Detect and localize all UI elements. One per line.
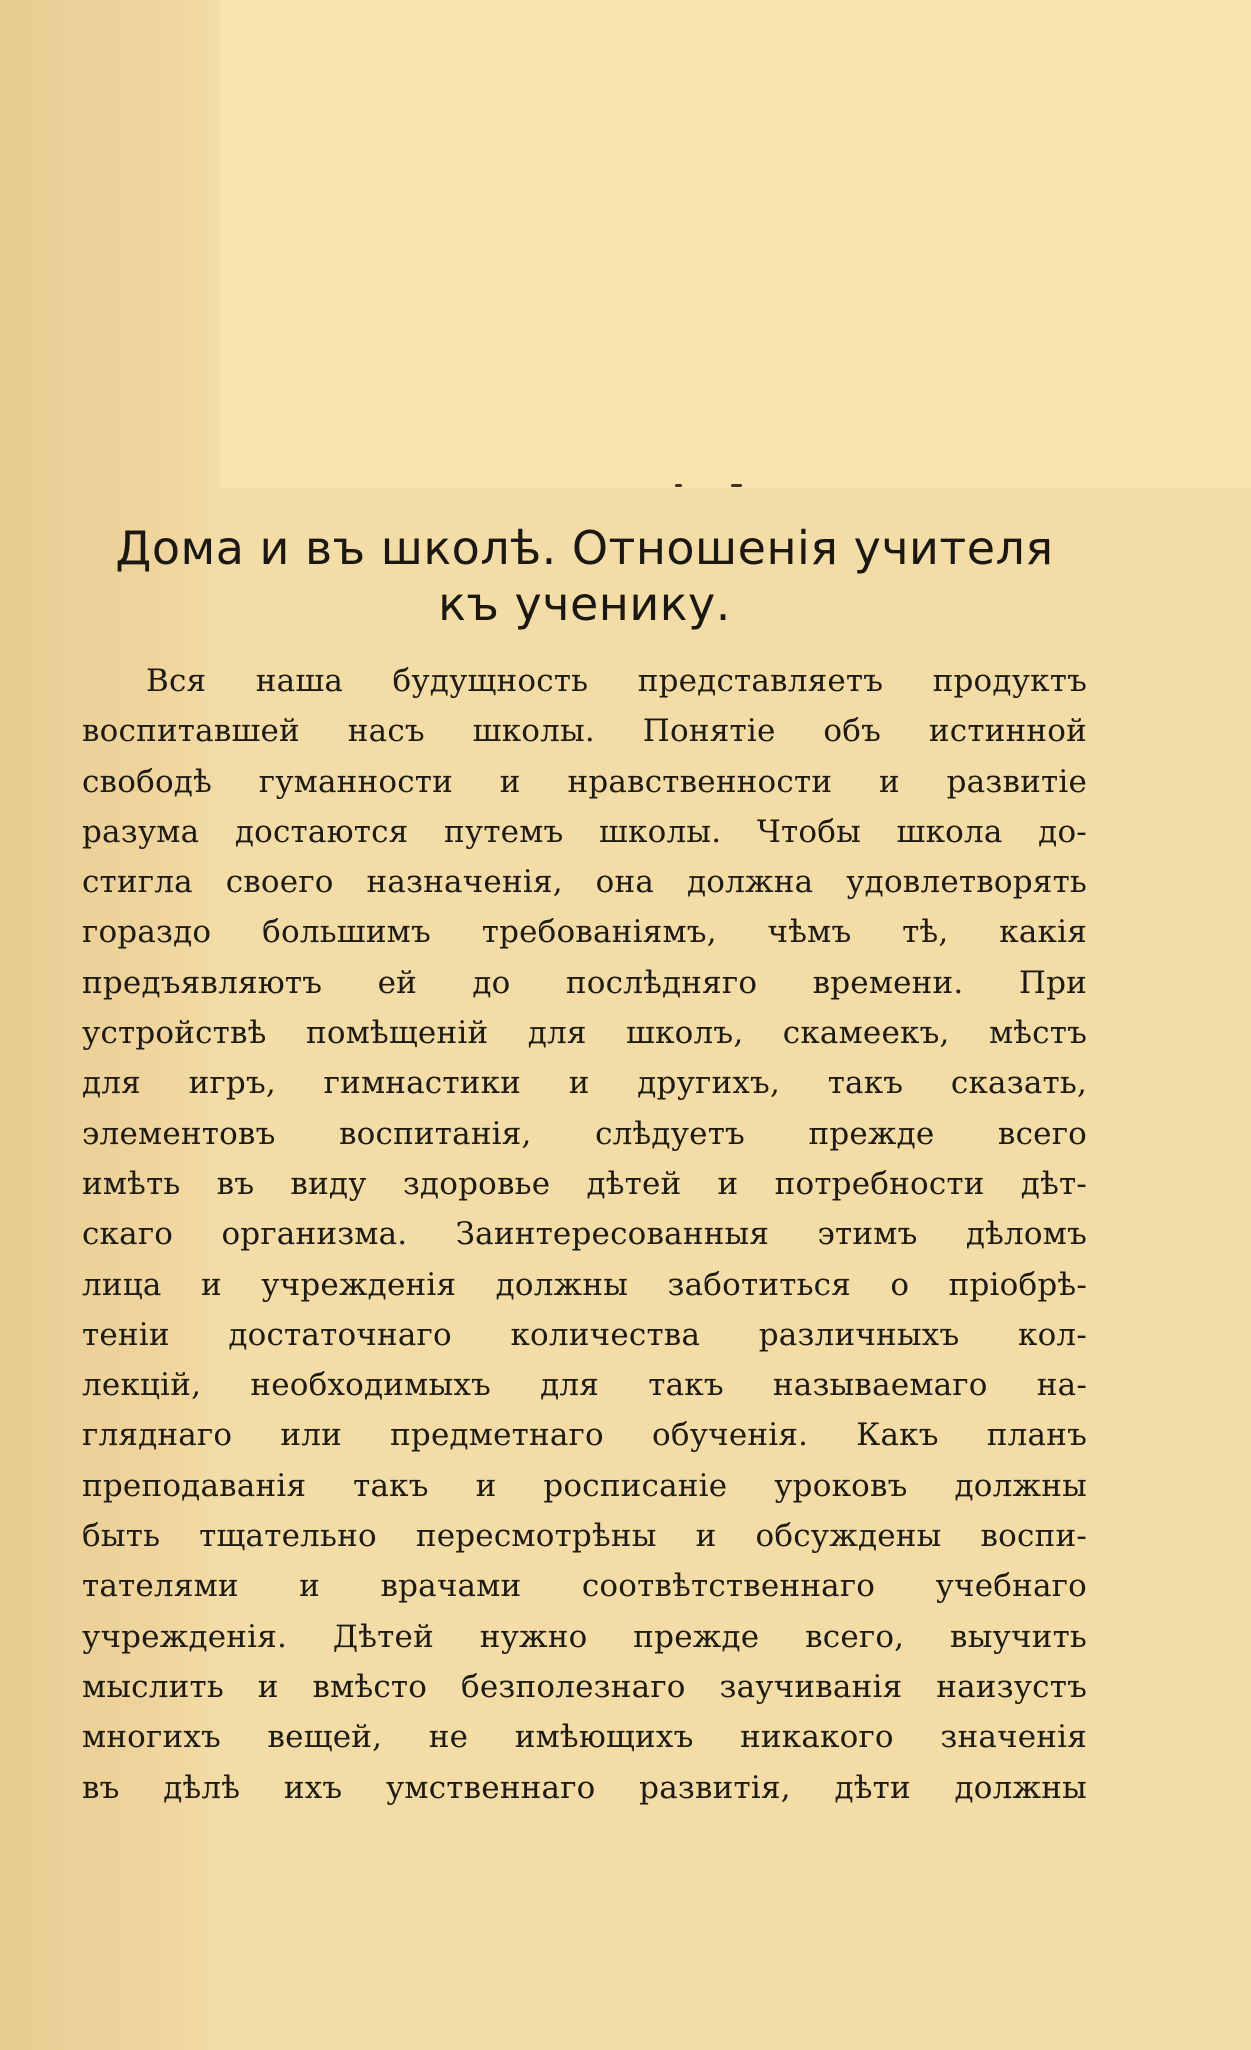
text-line: элементовъ воспитанія, слѣдуетъ прежде всего — [82, 1115, 1087, 1152]
text-line: мыслить и вмѣсто безполезнаго заучиванія наизустъ — [82, 1668, 1087, 1705]
text-line: теніи достаточнаго количества различныхъ кол- — [82, 1316, 1087, 1353]
text-line: стигла своего назначенія, она должна удовлетворять — [82, 864, 1087, 901]
text-line: скаго организма. Заинтересованныя этимъ дѣломъ — [82, 1216, 1087, 1253]
text-line: для игръ, гимнастики и другихъ, такъ сказать, — [82, 1065, 1087, 1102]
text-line: Вся наша будущность представляетъ продуктъ — [146, 663, 1087, 699]
text-line: въ дѣлѣ ихъ умственнаго развитія, дѣти должны — [82, 1769, 1087, 1806]
text-line: тателями и врачами соотвѣтственнаго учебнаго — [82, 1568, 1087, 1605]
chapter-title-line-2: къ ученику. — [438, 577, 731, 631]
text-line: лица и учрежденія должны заботиться о пріобрѣ- — [82, 1266, 1087, 1303]
text-line: быть тщательно пересмотрѣны и обсуждены воспи- — [82, 1518, 1087, 1555]
text-line: воспитавшей насъ школы. Понятіе объ истинной — [82, 713, 1087, 750]
chapter-title-line-1: Дома и въ школѣ. Отношенія учителя — [115, 521, 1054, 575]
chapter-title — [82, 520, 1087, 632]
text-line: многихъ вещей, не имѣющихъ никакого значенія — [82, 1719, 1087, 1756]
text-line: устройствѣ помѣщеній для школъ, скамеекъ, мѣстъ — [82, 1015, 1087, 1052]
text-line: имѣть въ виду здоровье дѣтей и потребности дѣт- — [82, 1165, 1087, 1202]
text-line: лекцій, необходимыхъ для такъ называемаго на- — [82, 1367, 1087, 1404]
blank-top-area — [220, 0, 1251, 488]
document-page — [82, 520, 1087, 1813]
text-line: разума достаются путемъ школы. Чтобы школа до- — [82, 813, 1087, 850]
text-line: свободѣ гуманности и нравственности и развитіе — [82, 763, 1087, 800]
text-line: учрежденія. Дѣтей нужно прежде всего, выучить — [82, 1618, 1087, 1655]
print-specks — [675, 484, 745, 490]
text-line: гляднаго или предметнаго обученія. Какъ планъ — [82, 1417, 1087, 1454]
body-paragraph — [82, 656, 1087, 1813]
text-line: предъявляютъ ей до послѣдняго времени. При — [82, 964, 1087, 1001]
text-line: преподаванія такъ и росписаніе уроковъ должны — [82, 1467, 1087, 1504]
text-line: гораздо большимъ требованіямъ, чѣмъ тѣ, какія — [82, 914, 1087, 951]
